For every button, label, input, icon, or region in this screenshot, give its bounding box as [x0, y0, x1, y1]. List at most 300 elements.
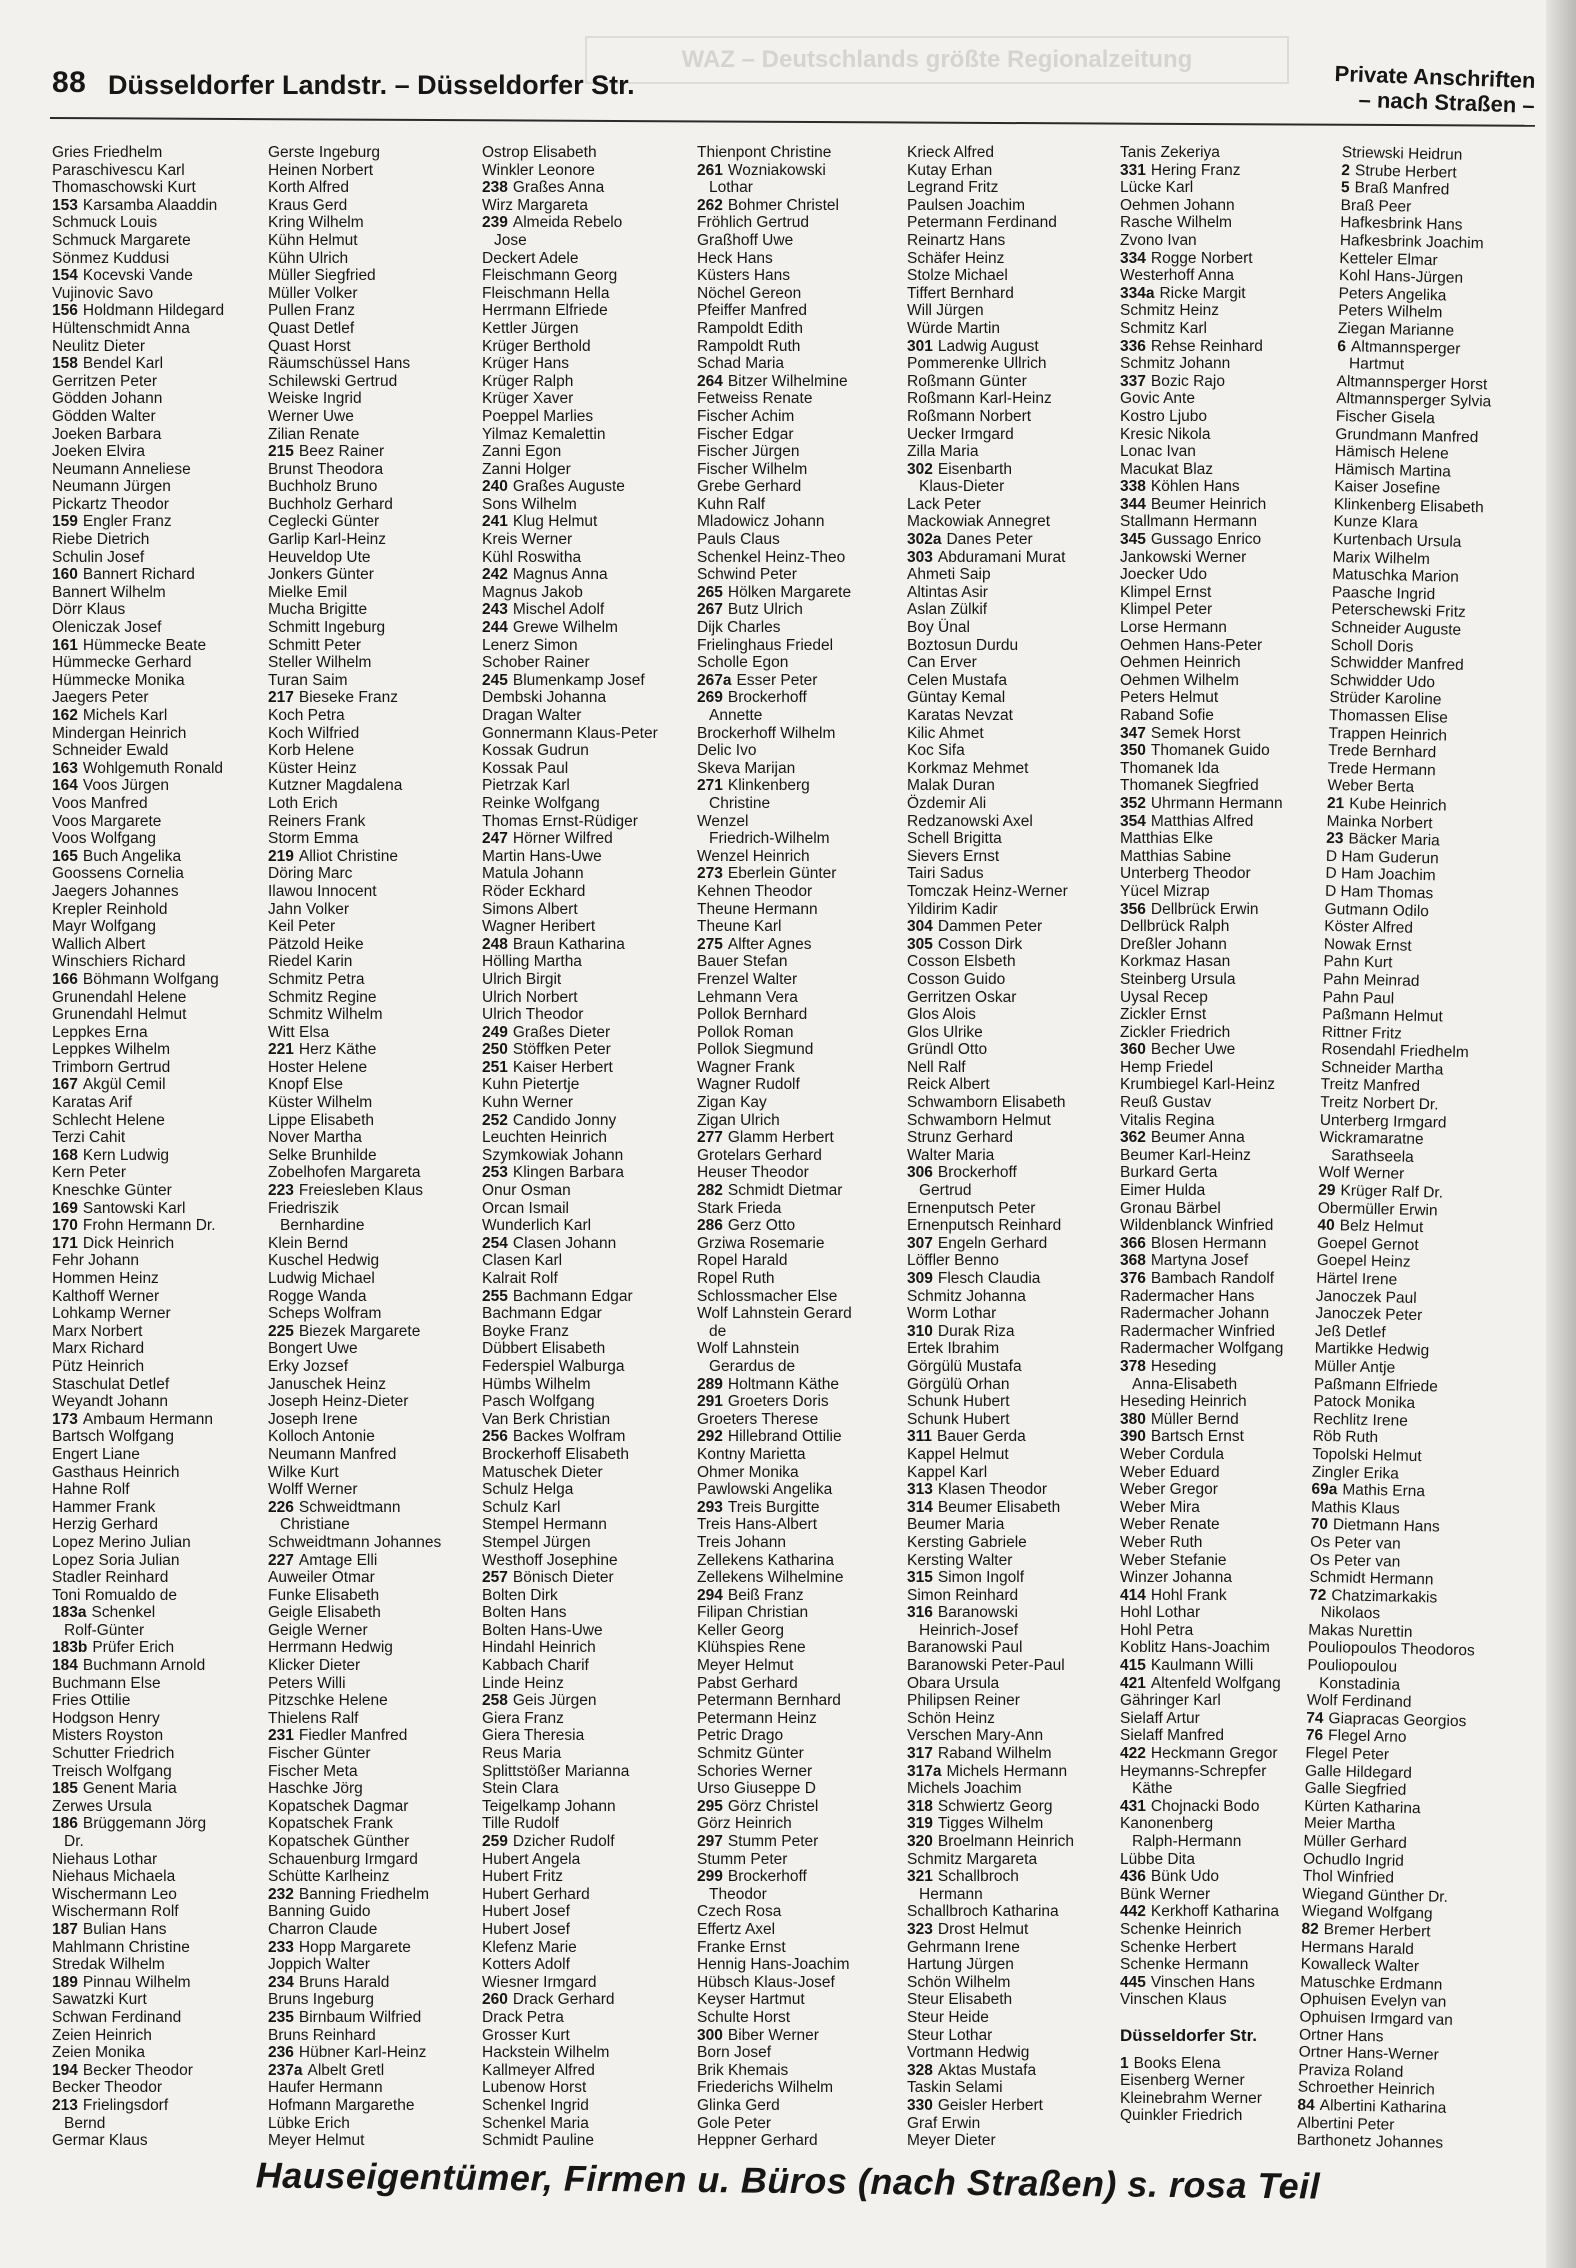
directory-entry: Glos Ulrike — [907, 1023, 983, 1041]
directory-entry: Brik Khemais — [697, 2061, 789, 2079]
directory-entry: Trappen Heinrich — [1328, 724, 1448, 745]
directory-entry: Korkmaz Hasan — [1120, 953, 1231, 971]
directory-entry: Treis Hans-Albert — [697, 1516, 818, 1534]
directory-entry: Joseph Irene — [268, 1410, 358, 1428]
directory-entry: Peters Angelika — [1338, 284, 1447, 305]
house-number: 302 — [907, 460, 933, 478]
house-number: 72 — [1308, 1586, 1327, 1604]
directory-entry: Bünk Werner — [1120, 1885, 1211, 1903]
house-number: 318 — [907, 1797, 933, 1815]
directory-entry: Neulitz Dieter — [52, 337, 146, 355]
directory-entry: Pollok Bernhard — [697, 1006, 808, 1024]
directory-entry: Deckert Adele — [482, 249, 579, 267]
directory-entry: Treisch Wolfgang — [52, 1762, 172, 1780]
resident-name: Bönisch Dieter — [512, 1569, 614, 1587]
house-number: 295 — [697, 1797, 723, 1815]
directory-entry: Kneschke Günter — [52, 1182, 172, 1200]
directory-entry — [482, 1833, 690, 1851]
directory-entry: Paasche Ingrid — [1331, 583, 1436, 604]
directory-entry: Herrmann Hedwig — [268, 1639, 393, 1657]
directory-entry: Steur Heide — [907, 2008, 989, 2026]
house-number: 254 — [482, 1234, 508, 1252]
directory-entry: Schmitt Ingeburg — [268, 619, 386, 637]
directory-entry: Grotelars Gerhard — [697, 1146, 822, 1164]
directory-entry: Hafkesbrink Joachim — [1339, 231, 1484, 253]
directory-entry: Zellekens Wilhelmine — [697, 1569, 844, 1587]
directory-entry-continuation: Christiane — [280, 1516, 350, 1534]
house-number: 163 — [52, 759, 78, 777]
directory-entry: Mielke Emil — [268, 583, 348, 601]
directory-entry — [1120, 1252, 1342, 1270]
directory-entry: Hubert Josef — [482, 1903, 570, 1921]
directory-entry: Oehmen Johann — [1120, 196, 1235, 214]
directory-entry: Hermans Harald — [1300, 1938, 1415, 1958]
directory-entry: Fehr Johann — [52, 1252, 140, 1270]
directory-entry — [52, 1815, 257, 1833]
resident-name: Klinkenberg — [727, 777, 810, 795]
house-number: 302a — [907, 531, 942, 549]
house-number: 293 — [697, 1498, 723, 1516]
house-number: 269 — [697, 689, 723, 707]
directory-entry: Würde Martin — [907, 319, 1001, 337]
directory-entry: Kopatschek Günther — [268, 1833, 410, 1850]
directory-entry: Wolf Lahnstein Gerard — [697, 1305, 852, 1323]
directory-entry: Obermüller Erwin — [1317, 1199, 1438, 1220]
directory-entry — [1120, 1428, 1342, 1446]
directory-entry: Zerwes Ursula — [52, 1797, 152, 1815]
directory-entry — [907, 1323, 1122, 1341]
directory-entry — [482, 1288, 690, 1306]
directory-entry: Ophuisen Irmgard van — [1299, 2008, 1454, 2029]
directory-entry: Gonnermann Klaus-Peter — [482, 724, 658, 742]
directory-entry: Winzer Johanna — [1120, 1569, 1233, 1587]
directory-entry: Wildenblanck Winfried — [1120, 1217, 1274, 1235]
directory-entry: Simon Reinhard — [907, 1586, 1019, 1604]
directory-entry: Federspiel Walburga — [482, 1357, 625, 1375]
directory-entry — [697, 1428, 905, 1446]
directory-entry: Hölling Martha — [482, 953, 582, 971]
house-number: 2 — [1341, 161, 1351, 179]
directory-entry — [1120, 795, 1342, 813]
resident-name: Pinnau Wilhelm — [82, 1973, 191, 1991]
directory-entry: Nöchel Gereon — [697, 284, 802, 302]
directory-entry: Jahn Volker — [268, 900, 349, 918]
directory-entry: Janoczek Peter — [1315, 1304, 1423, 1325]
directory-entry: Korkmaz Mehmet — [907, 759, 1029, 777]
resident-name: Ambaum Hermann — [82, 1410, 213, 1428]
directory-entry: Matuschke Erdmann — [1300, 1973, 1443, 1994]
directory-entry: Yücel Mizrap — [1120, 882, 1210, 900]
house-number: 170 — [52, 1217, 78, 1235]
directory-entry: Meyer Dieter — [907, 2132, 996, 2150]
directory-entry: Dellbrück Ralph — [1120, 918, 1230, 936]
resident-name: Heckmann Gregor — [1150, 1745, 1278, 1763]
directory-entry: Grunendahl Helmut — [52, 1006, 187, 1024]
directory-entry: Peters Willi — [268, 1674, 346, 1692]
directory-entry — [482, 1235, 690, 1253]
directory-entry: Os Peter van — [1309, 1551, 1401, 1571]
resident-name: Bremer Herbert — [1323, 1921, 1431, 1941]
directory-entry: Ropel Ruth — [697, 1270, 775, 1287]
directory-entry: Riebe Dietrich — [52, 531, 150, 549]
directory-entry: Marx Richard — [52, 1340, 145, 1358]
directory-entry — [52, 848, 257, 866]
directory-entry: Uysal Recep — [1120, 988, 1208, 1006]
house-number: 249 — [482, 1023, 508, 1041]
house-number: 213 — [52, 2096, 78, 2114]
house-number: 265 — [697, 583, 723, 601]
directory-entry: Staschulat Detlef — [52, 1375, 170, 1393]
directory-entry: Ochudlo Ingrid — [1302, 1850, 1405, 1870]
directory-entry: Lübke Erich — [268, 2114, 350, 2132]
directory-entry: Niehaus Michaela — [52, 1868, 176, 1886]
resident-name: Amtage Elli — [298, 1551, 378, 1569]
directory-entry: Schwamborn Helmut — [907, 1111, 1051, 1129]
directory-entry-continuation: Gerardus de — [709, 1357, 796, 1375]
directory-entry: Scheps Wolfram — [268, 1305, 382, 1323]
resident-name: Brüggemann Jörg — [82, 1815, 207, 1833]
resident-name: Raband Wilhelm — [937, 1745, 1052, 1763]
directory-entry: Weber Eduard — [1120, 1463, 1220, 1481]
house-number: 415 — [1120, 1657, 1146, 1675]
directory-column-1 — [52, 144, 257, 2150]
house-number: 277 — [697, 1129, 723, 1147]
directory-entry: Aslan Zülkif — [907, 601, 988, 619]
resident-name: Bieseke Franz — [298, 689, 398, 707]
directory-entry: Wenzel Heinrich — [697, 847, 810, 865]
directory-entry: Kohl Hans-Jürgen — [1338, 267, 1464, 287]
resident-name: Braß Manfred — [1354, 179, 1450, 199]
directory-entry: Bartsch Wolfgang — [52, 1428, 175, 1446]
resident-name: Kern Ludwig — [82, 1146, 170, 1164]
directory-entry: Graßhoff Uwe — [697, 231, 794, 249]
directory-entry-continuation: Hartmut — [1348, 355, 1405, 374]
directory-entry: Reuß Gustav — [1120, 1094, 1212, 1112]
directory-entry: Haufer Hermann — [268, 2079, 383, 2097]
house-number: 237a — [268, 2061, 303, 2079]
house-number: 29 — [1318, 1181, 1336, 1200]
house-number: 168 — [52, 1146, 78, 1164]
directory-entry: Hindahl Heinrich — [482, 1639, 596, 1657]
directory-entry — [1120, 901, 1342, 919]
directory-entry-continuation: Konstadinia — [1318, 1674, 1401, 1694]
directory-entry — [907, 1569, 1122, 1587]
directory-entry: Will Jürgen — [907, 302, 984, 320]
resident-name: Dzicher Rudolf — [512, 1833, 615, 1850]
directory-entry: Lonac Ivan — [1120, 443, 1196, 461]
directory-entry: Leppkes Wilhelm — [52, 1041, 171, 1059]
directory-entry: Delic Ivo — [697, 742, 757, 760]
directory-entry — [268, 443, 468, 461]
directory-entry — [52, 566, 257, 584]
directory-entry: Joeken Elvira — [52, 443, 146, 461]
resident-name: Semek Horst — [1150, 724, 1241, 742]
directory-entry: Marx Norbert — [52, 1322, 143, 1340]
footer-note: Hauseigentümer, Firmen u. Büros (nach Straßen) s. rosa Teil — [255, 2154, 1321, 2207]
house-number: 334 — [1120, 249, 1146, 267]
house-number: 69a — [1311, 1480, 1338, 1499]
directory-entry: Taskin Selami — [907, 2079, 1003, 2097]
directory-entry: Schenke Herbert — [1120, 1938, 1237, 1956]
house-number: 232 — [268, 1885, 294, 1903]
resident-name: Graßes Dieter — [512, 1023, 611, 1041]
resident-name: Alliot Christine — [298, 847, 398, 865]
house-number: 362 — [1120, 1129, 1146, 1147]
house-number: 275 — [697, 935, 723, 953]
directory-entry: Walter Maria — [907, 1146, 995, 1164]
directory-entry — [907, 1798, 1122, 1816]
directory-entry: Korb Helene — [268, 742, 355, 760]
directory-entry: Grziwa Rosemarie — [697, 1234, 825, 1252]
directory-entry — [268, 1041, 468, 1059]
resident-name: Brockerhoff — [937, 1164, 1017, 1182]
house-number: 317a — [907, 1762, 942, 1780]
directory-entry: Ortner Hans — [1298, 2026, 1384, 2045]
house-number: 299 — [697, 1868, 723, 1886]
resident-name: Blosen Hermann — [1150, 1234, 1267, 1252]
resident-name: Albelt Gretl — [307, 2061, 385, 2079]
house-number: 314 — [907, 1498, 933, 1516]
directory-entry: Fleischmann Georg — [482, 267, 618, 285]
house-number: 260 — [482, 1991, 508, 2009]
resident-name: Karsamba Alaaddin — [82, 196, 218, 214]
directory-entry: Thomas Ernst-Rüdiger — [482, 812, 638, 830]
directory-entry: Kühl Roswitha — [482, 548, 582, 566]
resident-name: Mischel Adolf — [512, 601, 605, 619]
directory-entry — [697, 2027, 905, 2045]
directory-entry: Van Berk Christian — [482, 1410, 611, 1428]
directory-entry — [1120, 725, 1342, 743]
directory-entry — [52, 1411, 257, 1429]
directory-entry: Hommen Heinz — [52, 1270, 159, 1287]
directory-entry: Brockerhoff Wilhelm — [697, 724, 836, 742]
directory-entry — [52, 707, 257, 725]
directory-entry: Ahmeti Saip — [907, 566, 991, 584]
directory-entry: Zeien Heinrich — [52, 2026, 152, 2044]
directory-entry: Thienpont Christine — [697, 144, 832, 161]
directory-entry — [697, 1868, 905, 1886]
directory-entry: Weber Berta — [1327, 777, 1415, 797]
house-number: 250 — [482, 1041, 508, 1059]
house-number: 445 — [1120, 1973, 1146, 1991]
house-number: 184 — [52, 1657, 78, 1675]
directory-entry — [52, 1921, 257, 1939]
directory-entry: Uecker Irmgard — [907, 425, 1014, 443]
directory-entry: Nover Martha — [268, 1129, 362, 1147]
directory-entry: Schön Wilhelm — [907, 1973, 1011, 1991]
directory-entry: Bachmann Edgar — [482, 1305, 602, 1323]
directory-entry: Neumann Anneliese — [52, 460, 191, 478]
directory-entry: Reiners Frank — [268, 812, 366, 830]
directory-entry: Schilewski Gertrud — [268, 372, 398, 390]
resident-name: Hörner Wilfred — [512, 830, 613, 848]
directory-entry-continuation: Dr. — [64, 1833, 84, 1850]
directory-entry — [482, 830, 690, 848]
directory-entry: Kappel Helmut — [907, 1445, 1009, 1463]
directory-entry: Glinka Gerd — [697, 2096, 780, 2114]
directory-entry: Stein Clara — [482, 1780, 559, 1798]
directory-entry: Schmuck Margarete — [52, 231, 191, 249]
directory-entry — [482, 1164, 690, 1182]
resident-name: Drost Helmut — [937, 1920, 1029, 1938]
house-number: 244 — [482, 619, 508, 637]
directory-entry: Dübbert Elisabeth — [482, 1340, 606, 1358]
directory-entry: Weber Mira — [1120, 1498, 1200, 1516]
house-number: 436 — [1120, 1868, 1146, 1886]
resident-name: Bulian Hans — [82, 1920, 167, 1938]
directory-entry: Schell Brigitta — [907, 830, 1002, 848]
directory-entry: Scholle Egon — [697, 654, 789, 672]
house-number: 227 — [268, 1551, 294, 1569]
directory-entry: Oehmen Heinrich — [1120, 654, 1241, 672]
directory-entry: Gasthaus Heinrich — [52, 1463, 180, 1481]
house-number: 286 — [697, 1217, 723, 1235]
directory-column-2 — [268, 144, 468, 2150]
resident-name: Beumer Elisabeth — [937, 1498, 1061, 1516]
directory-entry-continuation: Ralph-Hermann — [1132, 1833, 1242, 1850]
directory-entry: Filipan Christian — [697, 1604, 809, 1622]
directory-entry — [268, 2009, 468, 2027]
directory-entry — [1120, 338, 1342, 356]
directory-entry: Kurtenbach Ursula — [1332, 530, 1462, 551]
resident-name: Michels Karl — [82, 707, 168, 724]
resident-name: Klasen Theodor — [937, 1481, 1048, 1499]
resident-name: Cosson Dirk — [937, 935, 1023, 953]
house-number: 253 — [482, 1164, 508, 1182]
resident-name: Stumm Peter — [727, 1833, 819, 1850]
directory-entry: Lorse Hermann — [1120, 619, 1227, 637]
directory-entry — [482, 513, 690, 531]
resident-name: Grewe Wilhelm — [512, 619, 618, 637]
directory-entry — [52, 1147, 257, 1165]
resident-name: Santowski Karl — [82, 1199, 186, 1217]
directory-entry: Voos Wolfgang — [52, 830, 156, 848]
house-number: 336 — [1120, 337, 1146, 355]
directory-entry: Cosson Elsbeth — [907, 953, 1016, 971]
directory-entry: Schad Maria — [697, 355, 785, 373]
directory-entry: Klimpel Peter — [1120, 601, 1213, 619]
house-number: 185 — [52, 1780, 78, 1798]
house-number: 262 — [697, 196, 723, 214]
directory-entry: Fischer Gisela — [1335, 407, 1436, 428]
directory-entry: Heuser Theodor — [697, 1164, 809, 1182]
house-number: 334a — [1120, 284, 1155, 302]
directory-entry — [52, 513, 257, 531]
directory-entry: Reinartz Hans — [907, 231, 1006, 249]
directory-entry: Winschiers Richard — [52, 953, 186, 971]
resident-name: Bozic Rajo — [1150, 372, 1225, 390]
house-number: 331 — [1120, 161, 1146, 179]
directory-entry: Kappel Karl — [907, 1463, 988, 1481]
directory-entry — [268, 1886, 468, 1904]
directory-entry: Herrmann Elfriede — [482, 302, 608, 320]
directory-entry: Boyke Franz — [482, 1322, 570, 1340]
directory-entry: Krieck Alfred — [907, 144, 995, 161]
directory-entry: Jaegers Johannes — [52, 882, 179, 900]
directory-entry: Meyer Helmut — [697, 1657, 794, 1675]
directory-entry: Peters Wilhelm — [1338, 302, 1443, 322]
directory-entry: Güntay Kemal — [907, 689, 1006, 707]
directory-entry — [482, 214, 690, 232]
resident-name: Klug Helmut — [512, 513, 598, 531]
directory-entry: Sielaff Manfred — [1120, 1727, 1224, 1745]
directory-entry: Onur Osman — [482, 1182, 571, 1200]
directory-entry: Bolten Dirk — [482, 1586, 558, 1604]
resident-name: Baranowski — [937, 1604, 1018, 1622]
directory-entry — [1120, 1129, 1342, 1147]
resident-name: Uhrmann Hermann — [1150, 794, 1283, 812]
directory-entry: Becker Theodor — [52, 2079, 162, 2097]
directory-entry — [52, 2097, 257, 2115]
directory-entry: Matthias Sabine — [1120, 847, 1232, 865]
directory-entry: Kettler Jürgen — [482, 319, 579, 337]
directory-entry: Koch Petra — [268, 707, 345, 724]
house-number: 350 — [1120, 742, 1146, 760]
directory-entry: Schmitz Wilhelm — [268, 1006, 383, 1024]
resident-name: Engler Franz — [82, 513, 172, 531]
house-number: 159 — [52, 513, 78, 531]
directory-entry: Schmitz Johanna — [907, 1287, 1026, 1305]
house-number: 255 — [482, 1287, 508, 1305]
directory-entry: Ilawou Innocent — [268, 882, 377, 900]
directory-entry — [268, 1323, 468, 1341]
directory-entry: Keil Peter — [268, 918, 336, 936]
directory-entry: Heinen Norbert — [268, 161, 374, 179]
directory-entry: Funke Elisabeth — [268, 1586, 380, 1604]
house-number: 76 — [1305, 1727, 1324, 1745]
directory-entry: Unterberg Irmgard — [1319, 1111, 1447, 1132]
directory-entry: Graf Erwin — [907, 2114, 981, 2132]
resident-name: Groeters Doris — [727, 1393, 829, 1411]
directory-entry — [52, 302, 257, 320]
directory-entry: Scholl Doris — [1330, 636, 1414, 656]
directory-entry: D Ham Guderun — [1325, 847, 1439, 868]
house-number: 258 — [482, 1692, 508, 1710]
directory-entry: Patock Monika — [1313, 1392, 1416, 1413]
directory-entry: Pfeiffer Manfred — [697, 302, 807, 320]
directory-entry: Paulsen Joachim — [907, 196, 1026, 214]
resident-name: Buch Angelika — [82, 847, 182, 865]
directory-entry: Haschke Jörg — [268, 1780, 363, 1798]
directory-entry: Schories Werner — [697, 1762, 813, 1780]
resident-name: Bambach Randolf — [1150, 1270, 1275, 1287]
resident-name: Freiesleben Klaus — [298, 1182, 423, 1200]
directory-entry: Meier Martha — [1303, 1814, 1396, 1835]
directory-entry: Rosendahl Friedhelm — [1321, 1041, 1469, 1062]
directory-entry: Klimpel Ernst — [1120, 583, 1212, 601]
directory-entry — [52, 267, 257, 285]
resident-name: Graßes Auguste — [512, 478, 625, 496]
resident-name: Fiedler Manfred — [298, 1727, 408, 1745]
directory-entry: Ulrich Norbert — [482, 988, 578, 1006]
directory-entry: Koblitz Hans-Joachim — [1120, 1639, 1270, 1657]
directory-entry: Tairi Sadus — [907, 865, 984, 883]
directory-entry: Buchmann Else — [52, 1674, 161, 1692]
resident-name: Blumenkamp Josef — [512, 671, 645, 689]
resident-name: Drack Gerhard — [512, 1991, 615, 2009]
directory-entry: Kossak Gudrun — [482, 742, 589, 760]
directory-entry: Redzanowski Axel — [907, 812, 1033, 830]
directory-entry: Weber Gregor — [1120, 1481, 1218, 1499]
directory-entry — [1120, 373, 1342, 391]
directory-entry: Mathis Klaus — [1310, 1498, 1400, 1518]
directory-entry: Gründl Otto — [907, 1041, 988, 1059]
directory-entry: Praviza Roland — [1298, 2061, 1404, 2081]
directory-entry: Leuchten Heinrich — [482, 1129, 607, 1147]
directory-entry — [907, 1270, 1122, 1288]
directory-entry: Keller Georg — [697, 1621, 785, 1639]
directory-entry: Sons Wilhelm — [482, 495, 577, 513]
